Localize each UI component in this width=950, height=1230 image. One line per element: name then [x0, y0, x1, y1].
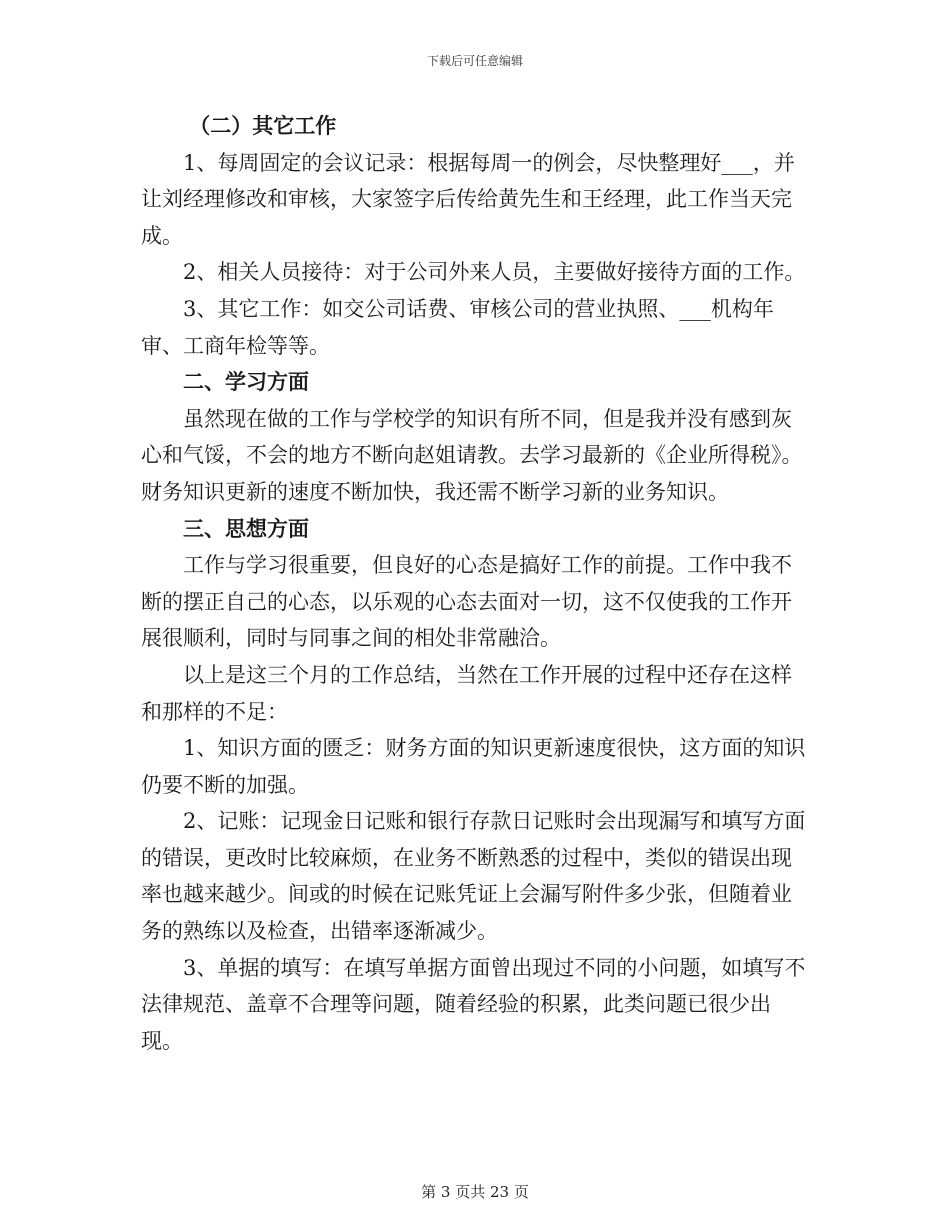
paragraph-reception: 2、相关人员接待：对于公司外来人员，主要做好接待方面的工作。	[183, 260, 806, 285]
paragraph-documents: 3、单据的填写：在填写单据方面曾出现过不同的小问题，如填写不法律规范、盖章不合理等问题，随着经验的积累，此类问题已很少出现。	[141, 955, 806, 1053]
section-heading-other-work: （二）其它工作	[189, 113, 337, 138]
section-heading-thinking: 三、思想方面	[183, 515, 309, 541]
page-footer: 第 3 页共 23 页	[421, 1183, 529, 1201]
paragraph-attitude: 工作与学习很重要，但良好的心态是搞好工作的前提。工作中我不断的摆正自己的心态，以乐观的心态去面对一切，这不仅使我的工作开展很顺利，同时与同事之间的相处非常融洽。	[141, 553, 792, 651]
document-body	[141, 108, 809, 1059]
section-heading-learning: 二、学习方面	[183, 369, 309, 395]
paragraph-meeting-records: 1、每周固定的会议记录：根据每周一的例会，尽快整理好___，并让刘经理修改和审核，大家签字后传给黄先生和王经理，此工作当天完成。	[141, 150, 795, 248]
page-header: 下载后可任意编辑	[426, 54, 523, 68]
paragraph-other-tasks: 3、其它工作：如交公司话费、审核公司的营业执照、___机构年审、工商年检等等。	[141, 296, 774, 358]
paragraph-bookkeeping: 2、记账：记现金日记账和银行存款日记账时会出现漏写和填写方面的错误，更改时比较麻烦，在业务不断熟悉的过程中，类似的错误出现率也越来越少。间或的时候在记账凭证上会漏写附件多少张，但随着业务的熟练以及检查，出错率逐渐减少。	[141, 809, 806, 944]
paragraph-summary: 以上是这三个月的工作总结，当然在工作开展的过程中还存在这样和那样的不足：	[141, 662, 792, 724]
paragraph-learning: 虽然现在做的工作与学校学的知识有所不同，但是我并没有感到灰心和气馁，不会的地方不断向赵姐请教。去学习最新的《企业所得税》。财务知识更新的速度不断加快，我还需不断学习新的业务知识。	[141, 406, 803, 504]
paragraph-knowledge-gap: 1、知识方面的匮乏：财务方面的知识更新速度很快，这方面的知识仍要不断的加强。	[141, 736, 806, 797]
